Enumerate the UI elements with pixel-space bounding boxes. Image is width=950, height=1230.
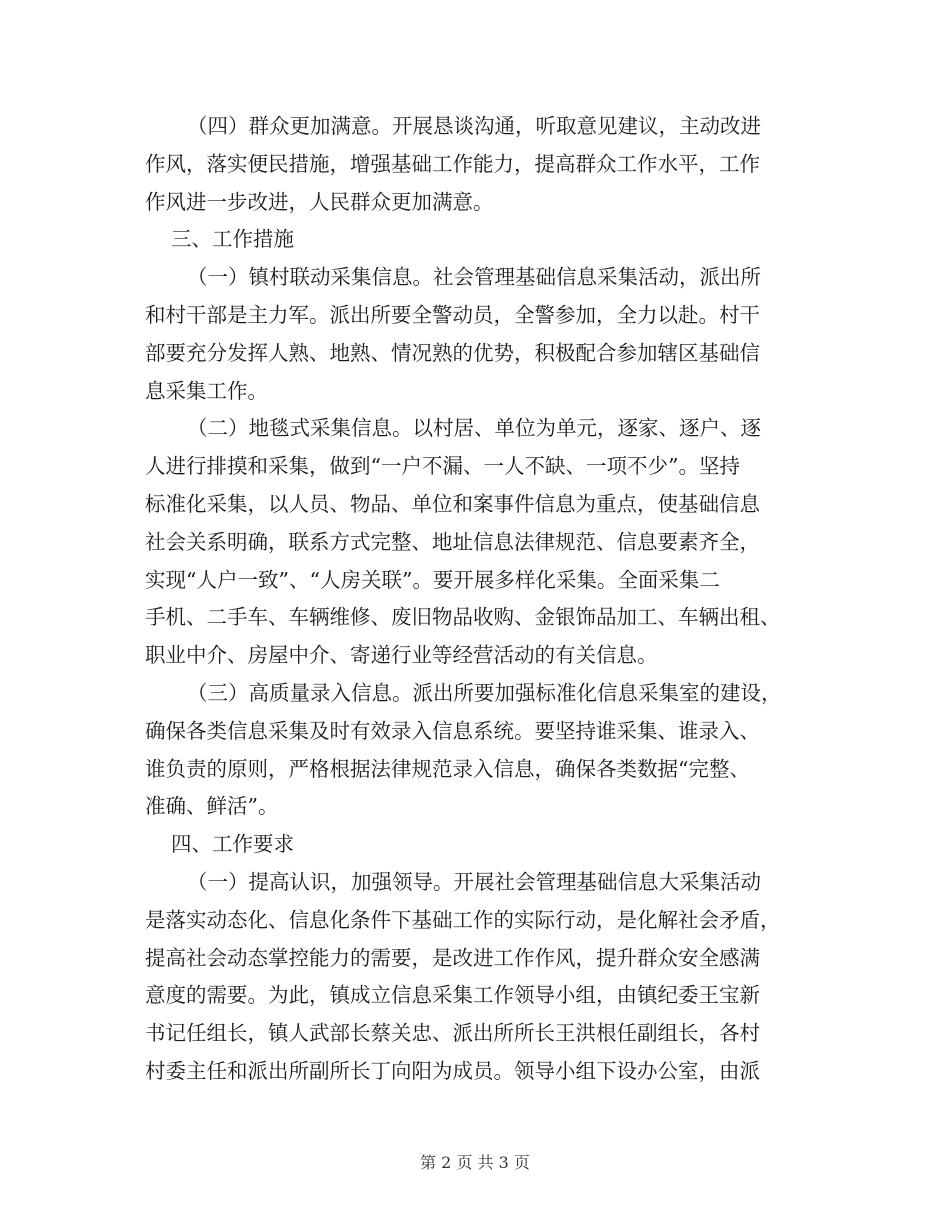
paragraph-line: 作风进一步改进，人民群众更加满意。 (145, 189, 494, 214)
section-heading: 四、工作要求 (171, 832, 294, 857)
page-number-footer: 第 2 页 共 3 页 (420, 1153, 530, 1172)
paragraph-line: 谁负责的原则，严格根据法律规范录入信息，确保各类数据“完整、 (145, 756, 750, 781)
paragraph-line: （四）群众更加满意。开展恳谈沟通，听取意见建议，主动改进 (187, 114, 761, 138)
paragraph-line: 息采集工作。 (145, 378, 268, 403)
paragraph-line: （三）高质量录入信息。派出所要加强标准化信息采集室的建设， (187, 680, 782, 705)
paragraph-line: 职业中介、房屋中介、寄递行业等经营活动的有关信息。 (145, 643, 658, 668)
paragraph-line: 标准化采集，以人员、物品、单位和案事件信息为重点，使基础信息 (145, 491, 760, 516)
paragraph-line: （二）地毯式采集信息。以村居、单位为单元，逐家、逐户、逐 (187, 416, 761, 441)
paragraph-line: 提高社会动态掌控能力的需要，是改进工作作风，提升群众安全感满 (145, 945, 760, 970)
paragraph-line: （一）提高认识，加强领导。开展社会管理基础信息大采集活动 (187, 869, 761, 894)
paragraph-line: 准确、鲜活”。 (145, 794, 279, 819)
paragraph-line: 部要充分发挥人熟、地熟、情况熟的优势，积极配合参加辖区基础信 (145, 340, 760, 365)
paragraph-line: 人进行排摸和采集，做到“一户不漏、一人不缺、一项不少”。坚持 (145, 454, 740, 479)
paragraph-line: 作风，落实便民措施，增强基础工作能力，提高群众工作水平，工作 (145, 151, 760, 176)
document-body (145, 108, 810, 1091)
paragraph-line: 手机、二手车、车辆维修、废旧物品收购、金银饰品加工、车辆出租、 (145, 605, 781, 630)
paragraph-line: 书记任组长，镇人武部长蔡关忠、派出所所长王洪根任副组长，各村 (145, 1021, 760, 1046)
paragraph-line: （一）镇村联动采集信息。社会管理基础信息采集活动，派出所 (187, 265, 761, 290)
paragraph-line: 实现“人户一致”、“人房关联”。要开展多样化采集。全面采集二 (145, 567, 720, 592)
paragraph-line: 和村干部是主力军。派出所要全警动员，全警参加，全力以赴。村干 (145, 302, 760, 327)
paragraph-line: 是落实动态化、信息化条件下基础工作的实际行动，是化解社会矛盾， (145, 907, 781, 932)
paragraph-line: 意度的需要。为此，镇成立信息采集工作领导小组，由镇纪委王宝新 (145, 983, 760, 1008)
section-heading: 三、工作措施 (171, 227, 294, 252)
paragraph-line: 确保各类信息采集及时有效录入信息系统。要坚持谁采集、谁录入、 (145, 718, 760, 743)
paragraph-line: 社会关系明确，联系方式完整、地址信息法律规范、信息要素齐全， (145, 529, 760, 554)
paragraph-line: 村委主任和派出所副所长丁向阳为成员。领导小组下设办公室，由派 (145, 1058, 760, 1083)
